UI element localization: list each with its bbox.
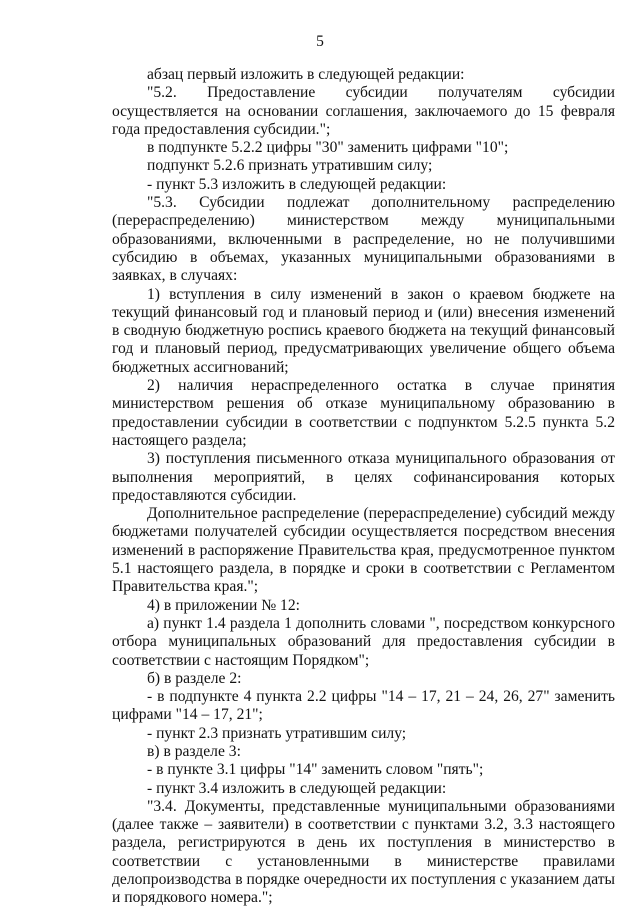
paragraph: а) пункт 1.4 раздела 1 дополнить словами ", посредством конкурсного отбора муниципальных образований для предоставления субсидии в соответствии с настоящим Порядком"; [112,614,615,669]
document-body [112,66,615,908]
paragraph: 1) вступления в силу изменений в закон о краевом бюджете на текущий финансовый год и плановый период и (или) внесения изменений в сводную бюджетную роспись краевого бюджета на текущий финансовый год и плановый период, предусматривающих увеличение общего объема бюджетных ассигнований; [112,285,615,376]
paragraph: - пункт 2.3 признать утратившим силу; [147,724,407,742]
paragraph: - в пункте 3.1 цифры "14" заменить словом "пять"; [147,761,484,779]
paragraph: в подпункте 5.2.2 цифры "30" заменить цифрами "10"; [147,139,509,157]
paragraph: 4) в приложении № 12: [147,596,300,614]
paragraph: 2) наличия нераспределенного остатка в случае принятия министерством решения об отказе муниципальному образованию в предоставлении субсидии в соответствии с подпунктом 5.2.5 пункта 5.2 настоящего раздела; [112,377,615,449]
paragraph: подпункт 5.2.6 признать утратившим силу; [147,157,433,175]
paragraph: "5.3. Субсидии подлежат дополнительному распределению (перераспределению) министерством между муниципальными образованиями, включенными в распределение, но не получившими субсидию в объемах, указанных муниципальными образованиями в заявках, в случаях: [112,194,615,285]
paragraph: - в подпункте 4 пункта 2.2 цифры "14 – 17, 21 – 24, 26, 27" заменить цифрами "14 – 17, 21"; [112,688,615,724]
page-number: 5 [316,33,324,50]
paragraph: "5.2. Предоставление субсидии получателям субсидии осуществляется на основании соглашения, заключаемого до 15 февраля года предоставления субсидии."; [112,84,615,138]
paragraph: "3.4. Документы, представленные муниципальными образованиями (далее также – заявители) в соответствии с пунктами 3.2, 3.3 настоящего раздела, регистрируются в день их поступления в министерство в соответствии с установленными в министерстве правилами делопроизводства в порядке очередности их поступления с указанием даты и порядкового номера."; [112,797,615,907]
paragraph: абзац первый изложить в следующей редакции: [147,66,465,83]
paragraph: Дополнительное распределение (перераспределение) субсидий между бюджетами получателей субсидии осуществляется посредством внесения изменений в распоряжение Правительства края, предусмотренное пунктом 5.1 настоящего раздела, в порядке и сроки в соответствии с Регламентом Правительства края."; [112,505,615,596]
paragraph: - пункт 5.3 изложить в следующей редакции: [147,175,447,193]
paragraph: - пункт 3.4 изложить в следующей редакции: [147,779,447,797]
paragraph: 3) поступления письменного отказа муниципального образования от выполнения мероприятий, в целях софинансирования которых предоставляются субсидии. [112,450,615,504]
paragraph: в) в разделе 3: [147,742,241,760]
paragraph: б) в разделе 2: [147,669,242,687]
